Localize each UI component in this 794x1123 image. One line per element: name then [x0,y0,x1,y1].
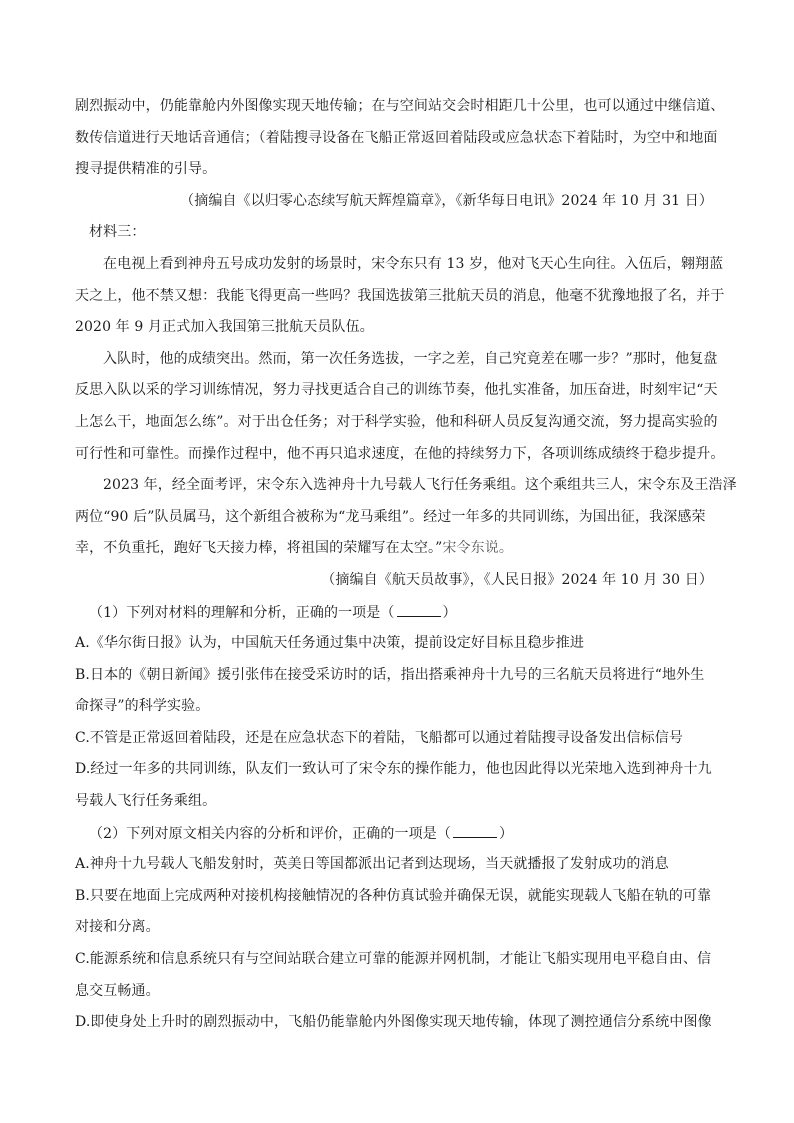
line-text: 对接和分离。 [75,919,160,936]
line-text: 息交互畅通。 [75,982,160,999]
text-line [75,96,725,117]
text-line [75,349,721,370]
answer-blank[interactable] [453,823,497,838]
answer-option-line [75,981,721,1002]
line-text: 在电视上看到神舟五号成功发射的场景时，宋令东只有 13 岁，他对飞天心生向往。入伍后，翱翔蓝 [103,255,724,272]
text-line [75,159,721,180]
line-text: （摘编自《以归零心态续写航天辉煌篇章》，《新华每日电讯》2024 年 10 月 31 日） [180,192,713,209]
answer-option-line [75,886,721,907]
closing-paren: ） [442,604,457,621]
text-line [75,317,721,338]
answer-option-line [75,949,721,970]
text-line [75,254,724,275]
line-text: A.神舟十九号载人飞船发射时，英美日等国都派出记者到达现场，当天就播报了发射成功的消息 [75,856,669,873]
line-text: 可行性和可靠性。而操作过程中，他不再只追求速度，在他的持续努力下，各项训练成绩终于稳步提升。 [75,445,725,462]
line-text: 搜寻提供精准的引导。 [75,161,217,178]
document-page [75,96,737,1044]
line-text: D.经过一年多的共同训练，队友们一致认可了宋令东的操作能力，他也因此得以光荣地入选到神舟十九 [75,761,712,778]
question-stem [75,823,721,844]
answer-option-line [75,728,721,749]
text-line [75,128,721,149]
line-text: 2023 年，经全面考评，宋令东入选神舟十九号载人飞行任务乘组。这个乘组共三人，宋令东及王浩泽 [103,477,737,494]
line-text: 上怎么干，地面怎么练”。对于出仓任务；对于科学实验，他和科研人员反复沟通交流，努力提高实验的 [75,413,718,430]
line-text: 号载人飞行任务乘组。 [75,793,217,810]
text-line [75,507,721,528]
text-line [75,380,721,401]
source-citation [75,191,721,212]
line-text: 材料三： [89,224,146,241]
answer-option-line [75,633,721,654]
answer-blank[interactable] [397,602,441,617]
line-text: 入队时，他的成绩突出。然而，第一次任务选拔，一字之差，自己究竟差在哪一步？”那时，他复盘 [103,350,718,367]
text-line [75,475,737,496]
text-line [75,286,725,307]
line-text: B.日本的《朝日新闻》援引张伟在接受采访时的话，指出搭乘神舟十九号的三名航天员将进行“地外生 [75,666,705,683]
closing-paren: ） [499,825,514,842]
answer-option-line [75,917,721,938]
line-text: 剧烈振动中，仍能靠舱内外图像实现天地传输；在与空间站交会时相距几十公里，也可以通过中继信道、 [75,98,725,114]
line-text: 反思入队以采的学习训练情况，努力寻找更适合自己的训练节奏，他扎实准备，加压奋进，时刻牢记“天 [75,382,718,399]
section-heading [75,222,721,243]
answer-option-line [75,696,721,717]
text-line [75,444,725,465]
speaker-attribution: 宋令东说。 [442,540,514,557]
line-text: （摘编自《航天员故事》，《人民日报》2024 年 10 月 30 日） [321,571,713,588]
line-text: 幸，不负重托，跑好飞天接力棒，将祖国的荣耀写在太空。” [75,540,443,557]
line-text: 天之上，他不禁又想：我能飞得更高一些吗？我国选拔第三批航天员的消息，他毫不犹豫地报了名，并于 [75,287,725,304]
text-line [75,538,721,559]
line-text: C.不管是正常返回着陆段，还是在应急状态下的着陆，飞船都可以通过着陆搜寻设备发出信标信号 [75,729,683,746]
line-text: （1）下列对材料的理解和分析，正确的一项是（ [89,604,395,621]
line-text: C.能源系统和信息系统只有与空间站联合建立可靠的能源并网机制，才能让飞船实现用电平稳自由、信 [75,951,712,968]
line-text: （2）下列对原文相关内容的分析和评价，正确的一项是（ [89,825,452,842]
line-text: 命探寻”的科学实验。 [75,698,210,715]
line-text: B.只要在地面上完成两种对接机构接触情况的各种仿真试验并确保无误，就能实现载人飞船在轨的可靠 [75,887,712,904]
question-stem [75,602,721,623]
line-text: 2020 年 9 月正式加入我国第三批航天员队伍。 [75,319,374,336]
source-citation [75,570,721,591]
line-text: 数传信道进行天地话音通信；（着陆搜寻设备在飞船正常返回着陆段或应急状态下着陆时，为空中和地面 [75,129,718,146]
line-text: 两位“90 后”队员属马，这个新组合被称为“龙马乘组”。经过一年多的共同训练，为国出征，我深感荣 [75,508,706,525]
answer-option-line [75,665,721,686]
answer-option-line [75,759,721,780]
answer-option-line [75,854,721,875]
answer-option-line [75,1012,721,1033]
answer-option-line [75,791,721,812]
line-text: D.即使身处上升时的剧烈振动中，飞船仍能靠舱内外图像实现天地传输，体现了测控通信分系统中图像 [75,1014,712,1031]
line-text: A.《华尔街日报》认为，中国航天任务通过集中决策，提前设定好目标且稳步推进 [75,635,584,652]
text-line [75,412,721,433]
